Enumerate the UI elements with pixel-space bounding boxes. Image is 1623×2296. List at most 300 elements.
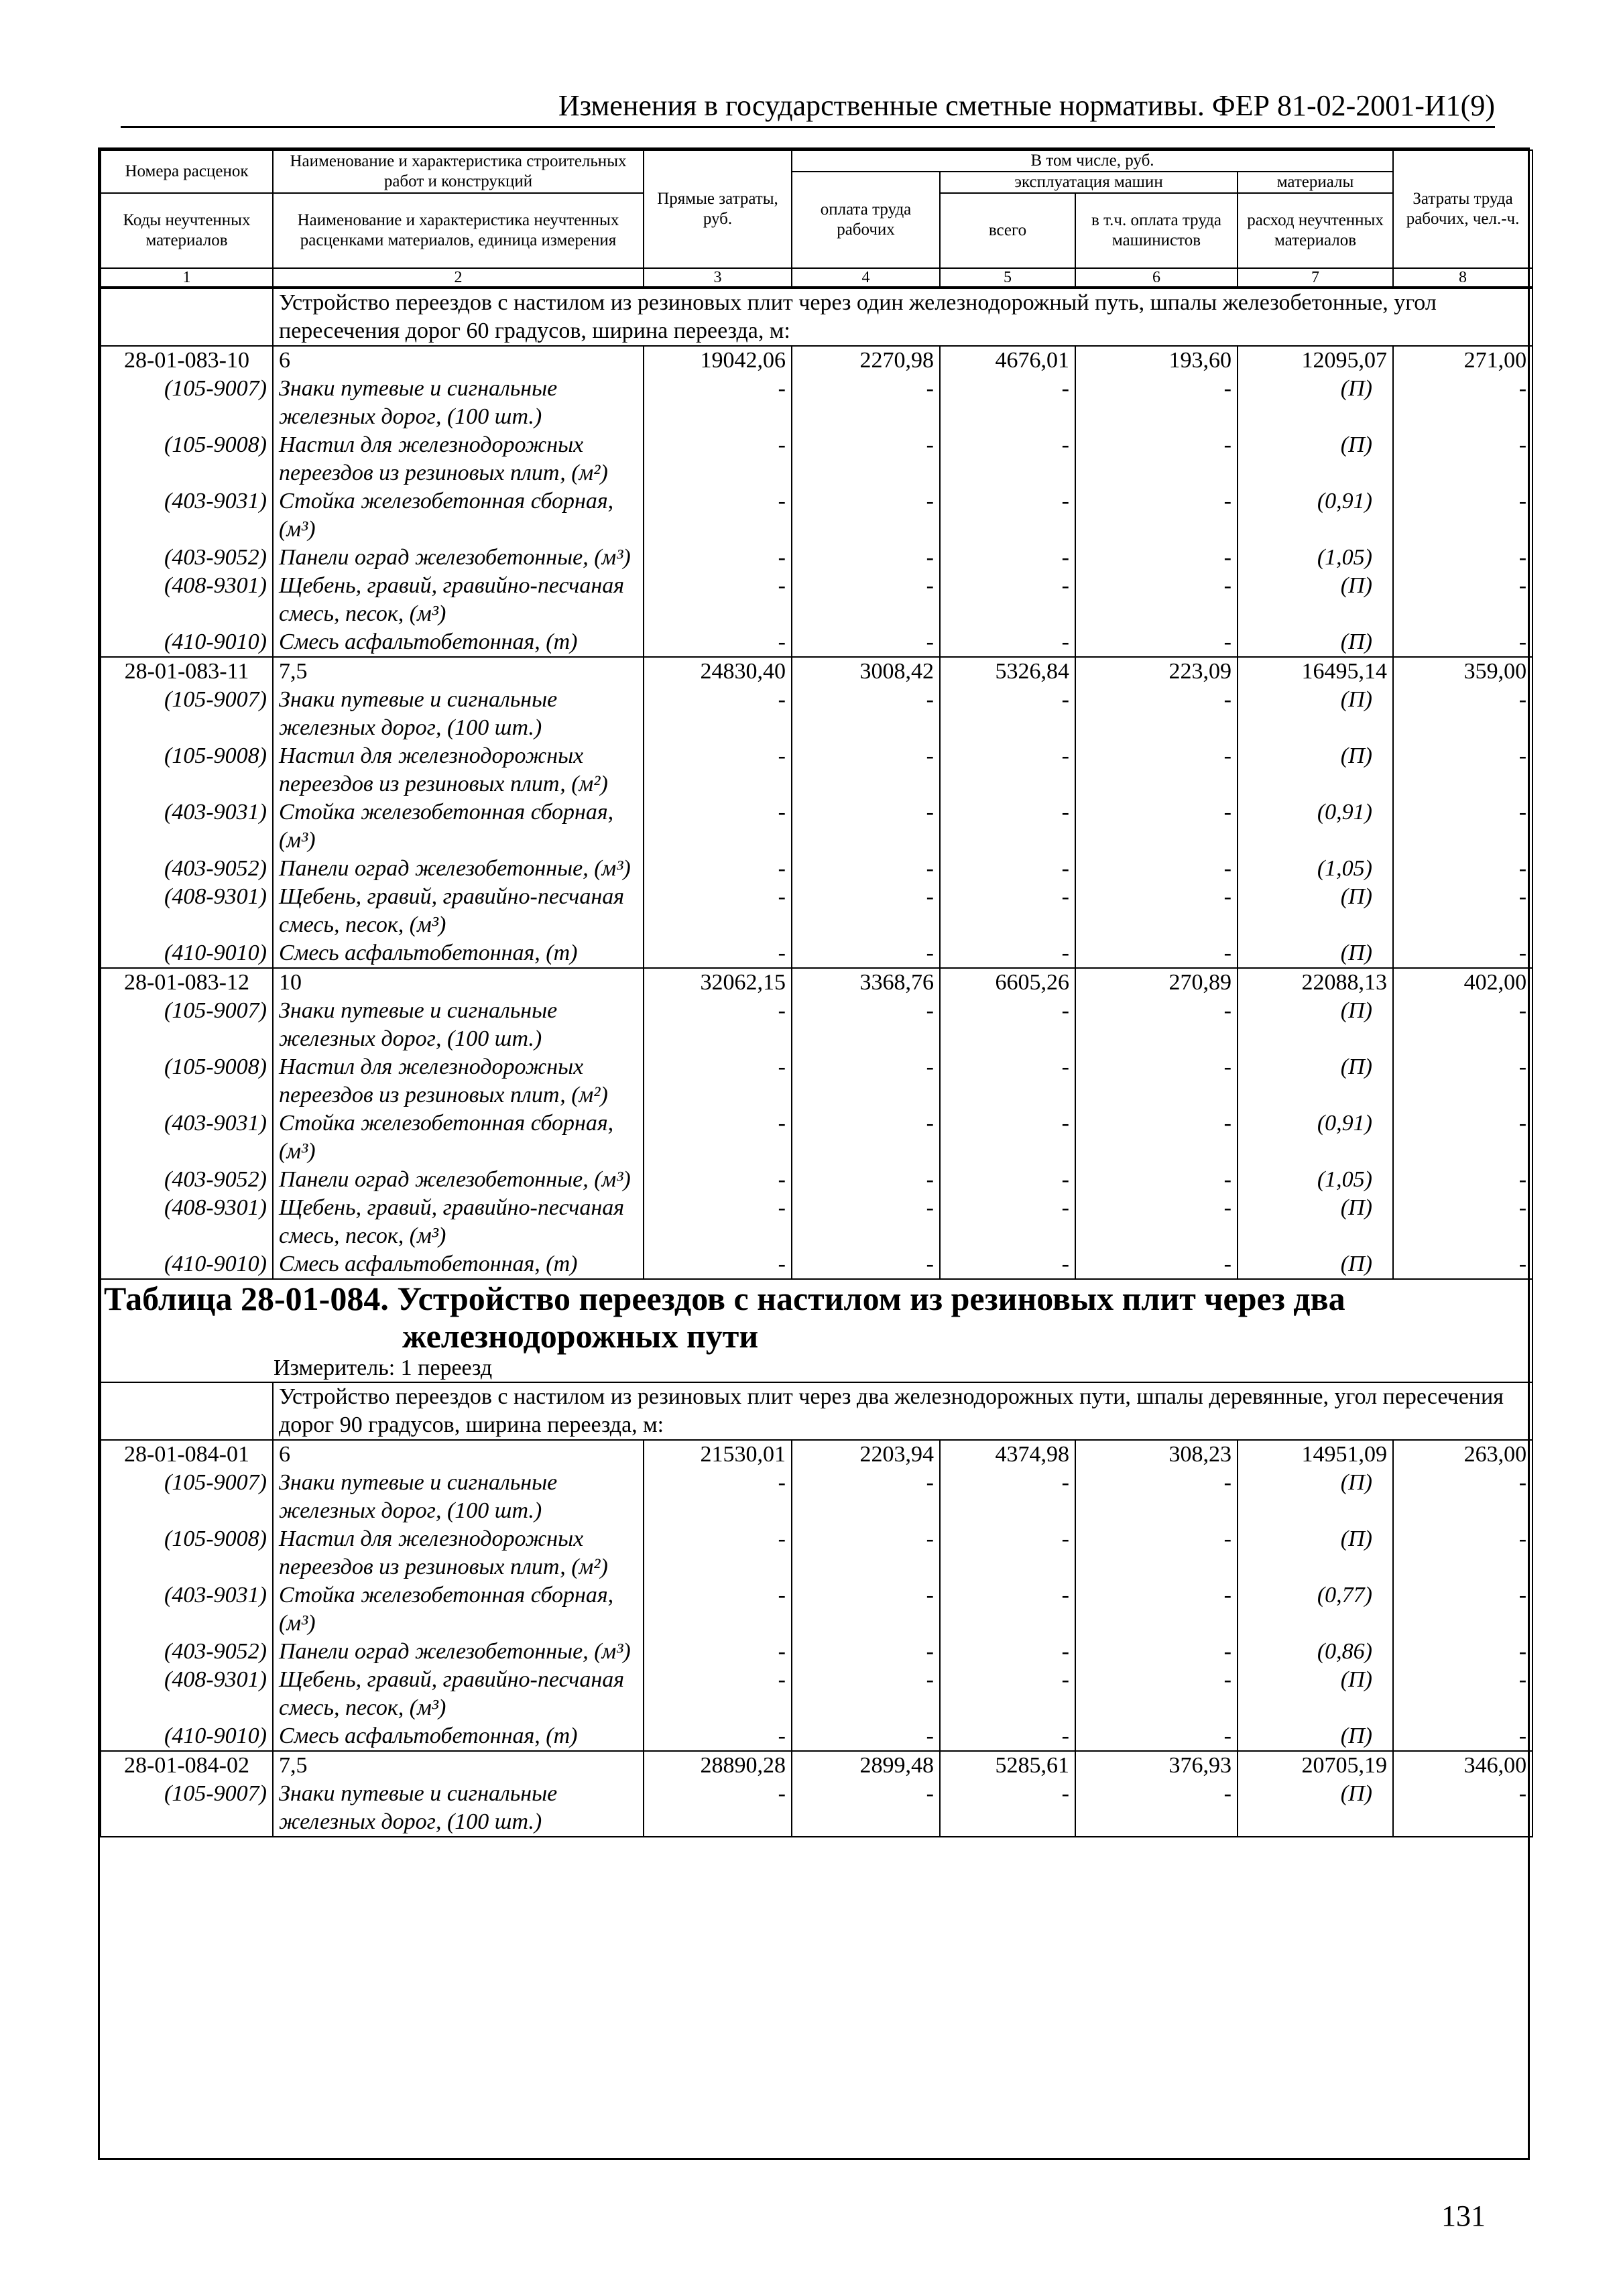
empty-value-dash: - bbox=[792, 1166, 940, 1194]
material-consumption: (П) bbox=[1238, 1666, 1393, 1722]
labor-hours: 263,00 bbox=[1393, 1440, 1532, 1469]
material-row bbox=[101, 487, 1532, 544]
material-row bbox=[101, 572, 1532, 628]
rate-code: 28-01-084-02 bbox=[101, 1751, 273, 1780]
material-code: (105-9008) bbox=[101, 1053, 273, 1109]
direct-cost: 32062,15 bbox=[644, 968, 792, 997]
empty-value-dash: - bbox=[940, 572, 1075, 628]
rates-body-table bbox=[100, 288, 1533, 1837]
empty-value-dash: - bbox=[1393, 1053, 1532, 1109]
empty-value-dash: - bbox=[940, 686, 1075, 742]
col5-header: всего bbox=[940, 193, 1075, 268]
column-number: 1 bbox=[101, 268, 273, 287]
material-name: Панели оград железобетонные, (м³) bbox=[273, 855, 644, 883]
rate-width: 7,5 bbox=[273, 657, 644, 686]
material-consumption: (П) bbox=[1238, 997, 1393, 1053]
table2-title-line1: Таблица 28-01-084. Устройство переездов с настилом из резиновых плит через два bbox=[104, 1280, 1345, 1317]
material-name: Знаки путевые и сигнальные железных дорог, (100 шт.) bbox=[273, 1780, 644, 1837]
empty-value-dash: - bbox=[1075, 939, 1238, 968]
empty-value-dash: - bbox=[940, 1666, 1075, 1722]
labor-cost: 2270,98 bbox=[792, 346, 940, 375]
empty-value-dash: - bbox=[1075, 544, 1238, 572]
empty-value-dash: - bbox=[792, 1638, 940, 1666]
empty-value-dash: - bbox=[1393, 997, 1532, 1053]
material-row bbox=[101, 1194, 1532, 1250]
column-number: 3 bbox=[644, 268, 792, 287]
material-consumption: (П) bbox=[1238, 1250, 1393, 1279]
empty-value-dash: - bbox=[644, 883, 792, 939]
empty-value-dash: - bbox=[644, 997, 792, 1053]
material-consumption: (1,05) bbox=[1238, 1166, 1393, 1194]
empty-value-dash: - bbox=[1075, 375, 1238, 431]
material-code: (410-9010) bbox=[101, 1722, 273, 1751]
empty-value-dash: - bbox=[1075, 1250, 1238, 1279]
page-number: 131 bbox=[1441, 2199, 1486, 2232]
material-consumption: (0,77) bbox=[1238, 1581, 1393, 1638]
empty-value-dash: - bbox=[940, 1780, 1075, 1837]
empty-value-dash: - bbox=[644, 431, 792, 487]
col2-bottom-header: Наименование и характеристика неучтенных расценками материалов, единица измерения bbox=[273, 193, 644, 268]
material-code: (105-9007) bbox=[101, 375, 273, 431]
material-consumption: (1,05) bbox=[1238, 544, 1393, 572]
group-header: В том числе, руб. bbox=[792, 150, 1393, 172]
empty-value-dash: - bbox=[1075, 686, 1238, 742]
material-row bbox=[101, 431, 1532, 487]
empty-value-dash: - bbox=[1075, 1166, 1238, 1194]
material-code: (105-9007) bbox=[101, 997, 273, 1053]
machines-header: эксплуатация машин bbox=[940, 172, 1238, 193]
empty-value-dash: - bbox=[644, 1469, 792, 1525]
material-name: Знаки путевые и сигнальные железных дорог, (100 шт.) bbox=[273, 1469, 644, 1525]
empty-value-dash: - bbox=[1393, 798, 1532, 855]
material-code: (403-9052) bbox=[101, 855, 273, 883]
material-code: (105-9007) bbox=[101, 686, 273, 742]
material-consumption: (П) bbox=[1238, 628, 1393, 657]
machine-cost: 4374,98 bbox=[940, 1440, 1075, 1469]
empty-value-dash: - bbox=[644, 855, 792, 883]
material-code: (410-9010) bbox=[101, 1250, 273, 1279]
material-row bbox=[101, 1581, 1532, 1638]
empty-value-dash: - bbox=[644, 628, 792, 657]
empty-value-dash: - bbox=[644, 1053, 792, 1109]
empty-value-dash: - bbox=[940, 1722, 1075, 1751]
empty-value-dash: - bbox=[644, 1722, 792, 1751]
empty-value-dash: - bbox=[940, 1166, 1075, 1194]
material-consumption: (П) bbox=[1238, 686, 1393, 742]
empty-value-dash: - bbox=[1393, 855, 1532, 883]
empty-value-dash: - bbox=[1393, 1666, 1532, 1722]
empty-value-dash: - bbox=[644, 1250, 792, 1279]
col3-header: Прямые затраты, руб. bbox=[644, 150, 792, 268]
material-code: (403-9031) bbox=[101, 1581, 273, 1638]
material-row bbox=[101, 544, 1532, 572]
material-code: (105-9007) bbox=[101, 1469, 273, 1525]
direct-cost: 28890,28 bbox=[644, 1751, 792, 1780]
material-name: Стойка железобетонная сборная, (м³) bbox=[273, 1109, 644, 1166]
material-consumption: (П) bbox=[1238, 1194, 1393, 1250]
empty-value-dash: - bbox=[1075, 1638, 1238, 1666]
material-code: (105-9008) bbox=[101, 742, 273, 798]
col1-top-header: Номера расценок bbox=[101, 150, 273, 193]
material-name: Панели оград железобетонные, (м³) bbox=[273, 1166, 644, 1194]
material-row bbox=[101, 1250, 1532, 1279]
empty-value-dash: - bbox=[1075, 742, 1238, 798]
material-name: Стойка железобетонная сборная, (м³) bbox=[273, 1581, 644, 1638]
empty-value-dash: - bbox=[1393, 1638, 1532, 1666]
materials-cost: 20705,19 bbox=[1238, 1751, 1393, 1780]
labor-cost: 3008,42 bbox=[792, 657, 940, 686]
empty-value-dash: - bbox=[1075, 1469, 1238, 1525]
material-name: Настил для железнодорожных переездов из резиновых плит, (м²) bbox=[273, 1525, 644, 1581]
material-consumption: (П) bbox=[1238, 1469, 1393, 1525]
material-code: (408-9301) bbox=[101, 883, 273, 939]
materials-header: материалы bbox=[1238, 172, 1393, 193]
material-consumption: (П) bbox=[1238, 742, 1393, 798]
section-heading-row bbox=[101, 288, 1532, 346]
empty-value-dash: - bbox=[940, 1638, 1075, 1666]
running-header bbox=[121, 88, 1495, 128]
material-row bbox=[101, 855, 1532, 883]
material-consumption: (0,91) bbox=[1238, 1109, 1393, 1166]
empty-value-dash: - bbox=[1393, 686, 1532, 742]
machinist-labor-cost: 308,23 bbox=[1075, 1440, 1238, 1469]
table2-meter: Измеритель: 1 переезд bbox=[274, 1355, 493, 1380]
empty-value-dash: - bbox=[644, 1525, 792, 1581]
material-code: (403-9052) bbox=[101, 544, 273, 572]
empty-value-dash: - bbox=[940, 1109, 1075, 1166]
empty-value-dash: - bbox=[940, 544, 1075, 572]
material-row bbox=[101, 1469, 1532, 1525]
empty-value-dash: - bbox=[940, 997, 1075, 1053]
section-heading: Устройство переездов с настилом из резиновых плит через два железнодорожных пути, шпалы деревянные, угол пересечения дорог 90 градусов, ширина переезда, м: bbox=[273, 1382, 1532, 1440]
machine-cost: 4676,01 bbox=[940, 346, 1075, 375]
material-code: (403-9031) bbox=[101, 487, 273, 544]
empty-value-dash: - bbox=[1075, 997, 1238, 1053]
labor-hours: 359,00 bbox=[1393, 657, 1532, 686]
empty-value-dash: - bbox=[940, 1194, 1075, 1250]
material-code: (403-9031) bbox=[101, 798, 273, 855]
rate-width: 6 bbox=[273, 346, 644, 375]
column-header-table bbox=[100, 149, 1533, 288]
material-row bbox=[101, 686, 1532, 742]
empty-value-dash: - bbox=[792, 1053, 940, 1109]
material-name: Щебень, гравий, гравийно-песчаная смесь, песок, (м³) bbox=[273, 883, 644, 939]
material-name: Смесь асфальтобетонная, (т) bbox=[273, 939, 644, 968]
material-code: (410-9010) bbox=[101, 628, 273, 657]
empty-value-dash: - bbox=[792, 798, 940, 855]
material-row bbox=[101, 939, 1532, 968]
empty-value-dash: - bbox=[1393, 487, 1532, 544]
empty-value-dash: - bbox=[792, 1109, 940, 1166]
table2-title-line2: железнодорожных пути bbox=[402, 1317, 759, 1355]
material-name: Настил для железнодорожных переездов из резиновых плит, (м²) bbox=[273, 742, 644, 798]
empty-value-dash: - bbox=[1075, 1053, 1238, 1109]
col1-bottom-header: Коды неучтенных материалов bbox=[101, 193, 273, 268]
empty-value-dash: - bbox=[940, 855, 1075, 883]
labor-hours: 346,00 bbox=[1393, 1751, 1532, 1780]
empty-value-dash: - bbox=[1393, 1581, 1532, 1638]
material-name: Настил для железнодорожных переездов из резиновых плит, (м²) bbox=[273, 431, 644, 487]
empty-value-dash: - bbox=[940, 375, 1075, 431]
empty-value-dash: - bbox=[940, 628, 1075, 657]
empty-value-dash: - bbox=[940, 742, 1075, 798]
machine-cost: 5285,61 bbox=[940, 1751, 1075, 1780]
empty-value-dash: - bbox=[1393, 375, 1532, 431]
column-number-row bbox=[101, 268, 1532, 287]
material-row bbox=[101, 997, 1532, 1053]
empty-value-dash: - bbox=[1075, 855, 1238, 883]
column-number: 8 bbox=[1393, 268, 1532, 287]
empty-value-dash: - bbox=[940, 1469, 1075, 1525]
col6-header: в т.ч. оплата труда машинистов bbox=[1075, 193, 1238, 268]
empty-value-dash: - bbox=[1075, 572, 1238, 628]
material-code: (408-9301) bbox=[101, 1194, 273, 1250]
empty-value-dash: - bbox=[1075, 1666, 1238, 1722]
labor-hours: 402,00 bbox=[1393, 968, 1532, 997]
empty-value-dash: - bbox=[792, 375, 940, 431]
empty-value-dash: - bbox=[1075, 1109, 1238, 1166]
empty-value-dash: - bbox=[792, 1780, 940, 1837]
empty-value-dash: - bbox=[792, 544, 940, 572]
material-row bbox=[101, 1109, 1532, 1166]
material-code: (105-9008) bbox=[101, 431, 273, 487]
empty-value-dash: - bbox=[1075, 431, 1238, 487]
empty-value-dash: - bbox=[644, 572, 792, 628]
empty-value-dash: - bbox=[1393, 431, 1532, 487]
empty-value-dash: - bbox=[644, 1166, 792, 1194]
empty-value-dash: - bbox=[940, 1581, 1075, 1638]
material-row bbox=[101, 1638, 1532, 1666]
empty-value-dash: - bbox=[792, 487, 940, 544]
empty-value-dash: - bbox=[940, 1053, 1075, 1109]
labor-cost: 3368,76 bbox=[792, 968, 940, 997]
rate-code: 28-01-083-10 bbox=[101, 346, 273, 375]
material-code: (403-9052) bbox=[101, 1638, 273, 1666]
empty-value-dash: - bbox=[644, 939, 792, 968]
material-name: Смесь асфальтобетонная, (т) bbox=[273, 1722, 644, 1751]
material-consumption: (0,91) bbox=[1238, 487, 1393, 544]
material-consumption: (П) bbox=[1238, 375, 1393, 431]
material-code: (403-9031) bbox=[101, 1109, 273, 1166]
material-name: Знаки путевые и сигнальные железных дорог, (100 шт.) bbox=[273, 375, 644, 431]
section-spacer bbox=[101, 1382, 273, 1440]
empty-value-dash: - bbox=[1393, 628, 1532, 657]
machinist-labor-cost: 223,09 bbox=[1075, 657, 1238, 686]
labor-hours: 271,00 bbox=[1393, 346, 1532, 375]
empty-value-dash: - bbox=[644, 742, 792, 798]
empty-value-dash: - bbox=[940, 798, 1075, 855]
empty-value-dash: - bbox=[1393, 1250, 1532, 1279]
machinist-labor-cost: 193,60 bbox=[1075, 346, 1238, 375]
empty-value-dash: - bbox=[644, 1194, 792, 1250]
empty-value-dash: - bbox=[792, 1666, 940, 1722]
empty-value-dash: - bbox=[792, 1722, 940, 1751]
empty-value-dash: - bbox=[1393, 1525, 1532, 1581]
rate-row bbox=[101, 1440, 1532, 1469]
material-row bbox=[101, 742, 1532, 798]
material-code: (408-9301) bbox=[101, 1666, 273, 1722]
empty-value-dash: - bbox=[792, 742, 940, 798]
empty-value-dash: - bbox=[1075, 883, 1238, 939]
material-row bbox=[101, 1166, 1532, 1194]
material-code: (105-9008) bbox=[101, 1525, 273, 1581]
material-name: Знаки путевые и сигнальные железных дорог, (100 шт.) bbox=[273, 997, 644, 1053]
direct-cost: 19042,06 bbox=[644, 346, 792, 375]
material-name: Знаки путевые и сигнальные железных дорог, (100 шт.) bbox=[273, 686, 644, 742]
empty-value-dash: - bbox=[1393, 1722, 1532, 1751]
material-consumption: (П) bbox=[1238, 1780, 1393, 1837]
col8-header: Затраты труда рабочих, чел.-ч. bbox=[1393, 150, 1532, 268]
material-code: (410-9010) bbox=[101, 939, 273, 968]
empty-value-dash: - bbox=[940, 487, 1075, 544]
section-heading: Устройство переездов с настилом из резиновых плит через один железнодорожный путь, шпалы железобетонные, угол пересечения дорог 60 градусов, ширина переезда, м: bbox=[273, 288, 1532, 346]
rate-row bbox=[101, 346, 1532, 375]
empty-value-dash: - bbox=[792, 939, 940, 968]
rate-row bbox=[101, 968, 1532, 997]
empty-value-dash: - bbox=[792, 855, 940, 883]
direct-cost: 24830,40 bbox=[644, 657, 792, 686]
empty-value-dash: - bbox=[644, 1666, 792, 1722]
empty-value-dash: - bbox=[792, 883, 940, 939]
empty-value-dash: - bbox=[644, 1581, 792, 1638]
rate-code: 28-01-083-11 bbox=[101, 657, 273, 686]
empty-value-dash: - bbox=[644, 798, 792, 855]
material-consumption: (П) bbox=[1238, 939, 1393, 968]
empty-value-dash: - bbox=[1075, 1722, 1238, 1751]
material-consumption: (П) bbox=[1238, 1053, 1393, 1109]
empty-value-dash: - bbox=[1393, 742, 1532, 798]
material-consumption: (0,86) bbox=[1238, 1638, 1393, 1666]
empty-value-dash: - bbox=[1075, 1780, 1238, 1837]
column-number: 7 bbox=[1238, 268, 1393, 287]
empty-value-dash: - bbox=[940, 939, 1075, 968]
empty-value-dash: - bbox=[792, 1469, 940, 1525]
empty-value-dash: - bbox=[644, 1109, 792, 1166]
material-row bbox=[101, 1722, 1532, 1751]
material-name: Настил для железнодорожных переездов из резиновых плит, (м²) bbox=[273, 1053, 644, 1109]
material-row bbox=[101, 1525, 1532, 1581]
empty-value-dash: - bbox=[792, 431, 940, 487]
column-number: 4 bbox=[792, 268, 940, 287]
machinist-labor-cost: 270,89 bbox=[1075, 968, 1238, 997]
empty-value-dash: - bbox=[1393, 544, 1532, 572]
material-consumption: (1,05) bbox=[1238, 855, 1393, 883]
empty-value-dash: - bbox=[792, 572, 940, 628]
empty-value-dash: - bbox=[792, 1525, 940, 1581]
materials-cost: 12095,07 bbox=[1238, 346, 1393, 375]
material-code: (403-9052) bbox=[101, 1166, 273, 1194]
machine-cost: 6605,26 bbox=[940, 968, 1075, 997]
empty-value-dash: - bbox=[644, 686, 792, 742]
empty-value-dash: - bbox=[644, 544, 792, 572]
materials-cost: 16495,14 bbox=[1238, 657, 1393, 686]
empty-value-dash: - bbox=[792, 997, 940, 1053]
empty-value-dash: - bbox=[1393, 1166, 1532, 1194]
machine-cost: 5326,84 bbox=[940, 657, 1075, 686]
empty-value-dash: - bbox=[1393, 1109, 1532, 1166]
empty-value-dash: - bbox=[792, 1250, 940, 1279]
materials-cost: 14951,09 bbox=[1238, 1440, 1393, 1469]
materials-cost: 22088,13 bbox=[1238, 968, 1393, 997]
material-row bbox=[101, 375, 1532, 431]
material-name: Щебень, гравий, гравийно-песчаная смесь, песок, (м³) bbox=[273, 572, 644, 628]
labor-cost: 2899,48 bbox=[792, 1751, 940, 1780]
empty-value-dash: - bbox=[1075, 487, 1238, 544]
direct-cost: 21530,01 bbox=[644, 1440, 792, 1469]
material-name: Щебень, гравий, гравийно-песчаная смесь, песок, (м³) bbox=[273, 1194, 644, 1250]
empty-value-dash: - bbox=[792, 1581, 940, 1638]
empty-value-dash: - bbox=[1393, 939, 1532, 968]
col7-header: расход неучтенных материалов bbox=[1238, 193, 1393, 268]
rate-row bbox=[101, 657, 1532, 686]
table2-title-row bbox=[101, 1279, 1532, 1382]
empty-value-dash: - bbox=[1393, 1780, 1532, 1837]
empty-value-dash: - bbox=[644, 375, 792, 431]
empty-value-dash: - bbox=[1393, 1469, 1532, 1525]
material-consumption: (0,91) bbox=[1238, 798, 1393, 855]
empty-value-dash: - bbox=[644, 487, 792, 544]
column-number: 2 bbox=[273, 268, 644, 287]
empty-value-dash: - bbox=[940, 1250, 1075, 1279]
material-name: Панели оград железобетонные, (м³) bbox=[273, 544, 644, 572]
empty-value-dash: - bbox=[1075, 1194, 1238, 1250]
rate-width: 10 bbox=[273, 968, 644, 997]
rate-width: 7,5 bbox=[273, 1751, 644, 1780]
labor-cost: 2203,94 bbox=[792, 1440, 940, 1469]
material-name: Стойка железобетонная сборная, (м³) bbox=[273, 487, 644, 544]
material-row bbox=[101, 1780, 1532, 1837]
empty-value-dash: - bbox=[644, 1638, 792, 1666]
material-row bbox=[101, 1666, 1532, 1722]
material-name: Смесь асфальтобетонная, (т) bbox=[273, 1250, 644, 1279]
empty-value-dash: - bbox=[940, 883, 1075, 939]
empty-value-dash: - bbox=[940, 431, 1075, 487]
machinist-labor-cost: 376,93 bbox=[1075, 1751, 1238, 1780]
material-consumption: (П) bbox=[1238, 572, 1393, 628]
column-number: 5 bbox=[940, 268, 1075, 287]
empty-value-dash: - bbox=[1075, 628, 1238, 657]
material-row bbox=[101, 883, 1532, 939]
rates-table-frame bbox=[98, 147, 1530, 2160]
empty-value-dash: - bbox=[644, 1780, 792, 1837]
empty-value-dash: - bbox=[1075, 1581, 1238, 1638]
col2-top-header: Наименование и характеристика строительных работ и конструкций bbox=[273, 150, 644, 193]
section-spacer bbox=[101, 288, 273, 346]
material-consumption: (П) bbox=[1238, 1525, 1393, 1581]
empty-value-dash: - bbox=[940, 1525, 1075, 1581]
empty-value-dash: - bbox=[792, 1194, 940, 1250]
material-consumption: (П) bbox=[1238, 1722, 1393, 1751]
material-name: Панели оград железобетонные, (м³) bbox=[273, 1638, 644, 1666]
empty-value-dash: - bbox=[792, 686, 940, 742]
column-number: 6 bbox=[1075, 268, 1238, 287]
header-title: Изменения в государственные сметные нормативы. ФЕР 81-02-2001-И1(9) bbox=[558, 89, 1495, 122]
material-consumption: (П) bbox=[1238, 431, 1393, 487]
material-consumption: (П) bbox=[1238, 883, 1393, 939]
material-row bbox=[101, 798, 1532, 855]
rate-row bbox=[101, 1751, 1532, 1780]
material-row bbox=[101, 1053, 1532, 1109]
section-heading-row bbox=[101, 1382, 1532, 1440]
empty-value-dash: - bbox=[1393, 1194, 1532, 1250]
material-code: (105-9007) bbox=[101, 1780, 273, 1837]
empty-value-dash: - bbox=[1393, 883, 1532, 939]
empty-value-dash: - bbox=[792, 628, 940, 657]
empty-value-dash: - bbox=[1393, 572, 1532, 628]
material-row bbox=[101, 628, 1532, 657]
material-name: Смесь асфальтобетонная, (т) bbox=[273, 628, 644, 657]
rate-width: 6 bbox=[273, 1440, 644, 1469]
